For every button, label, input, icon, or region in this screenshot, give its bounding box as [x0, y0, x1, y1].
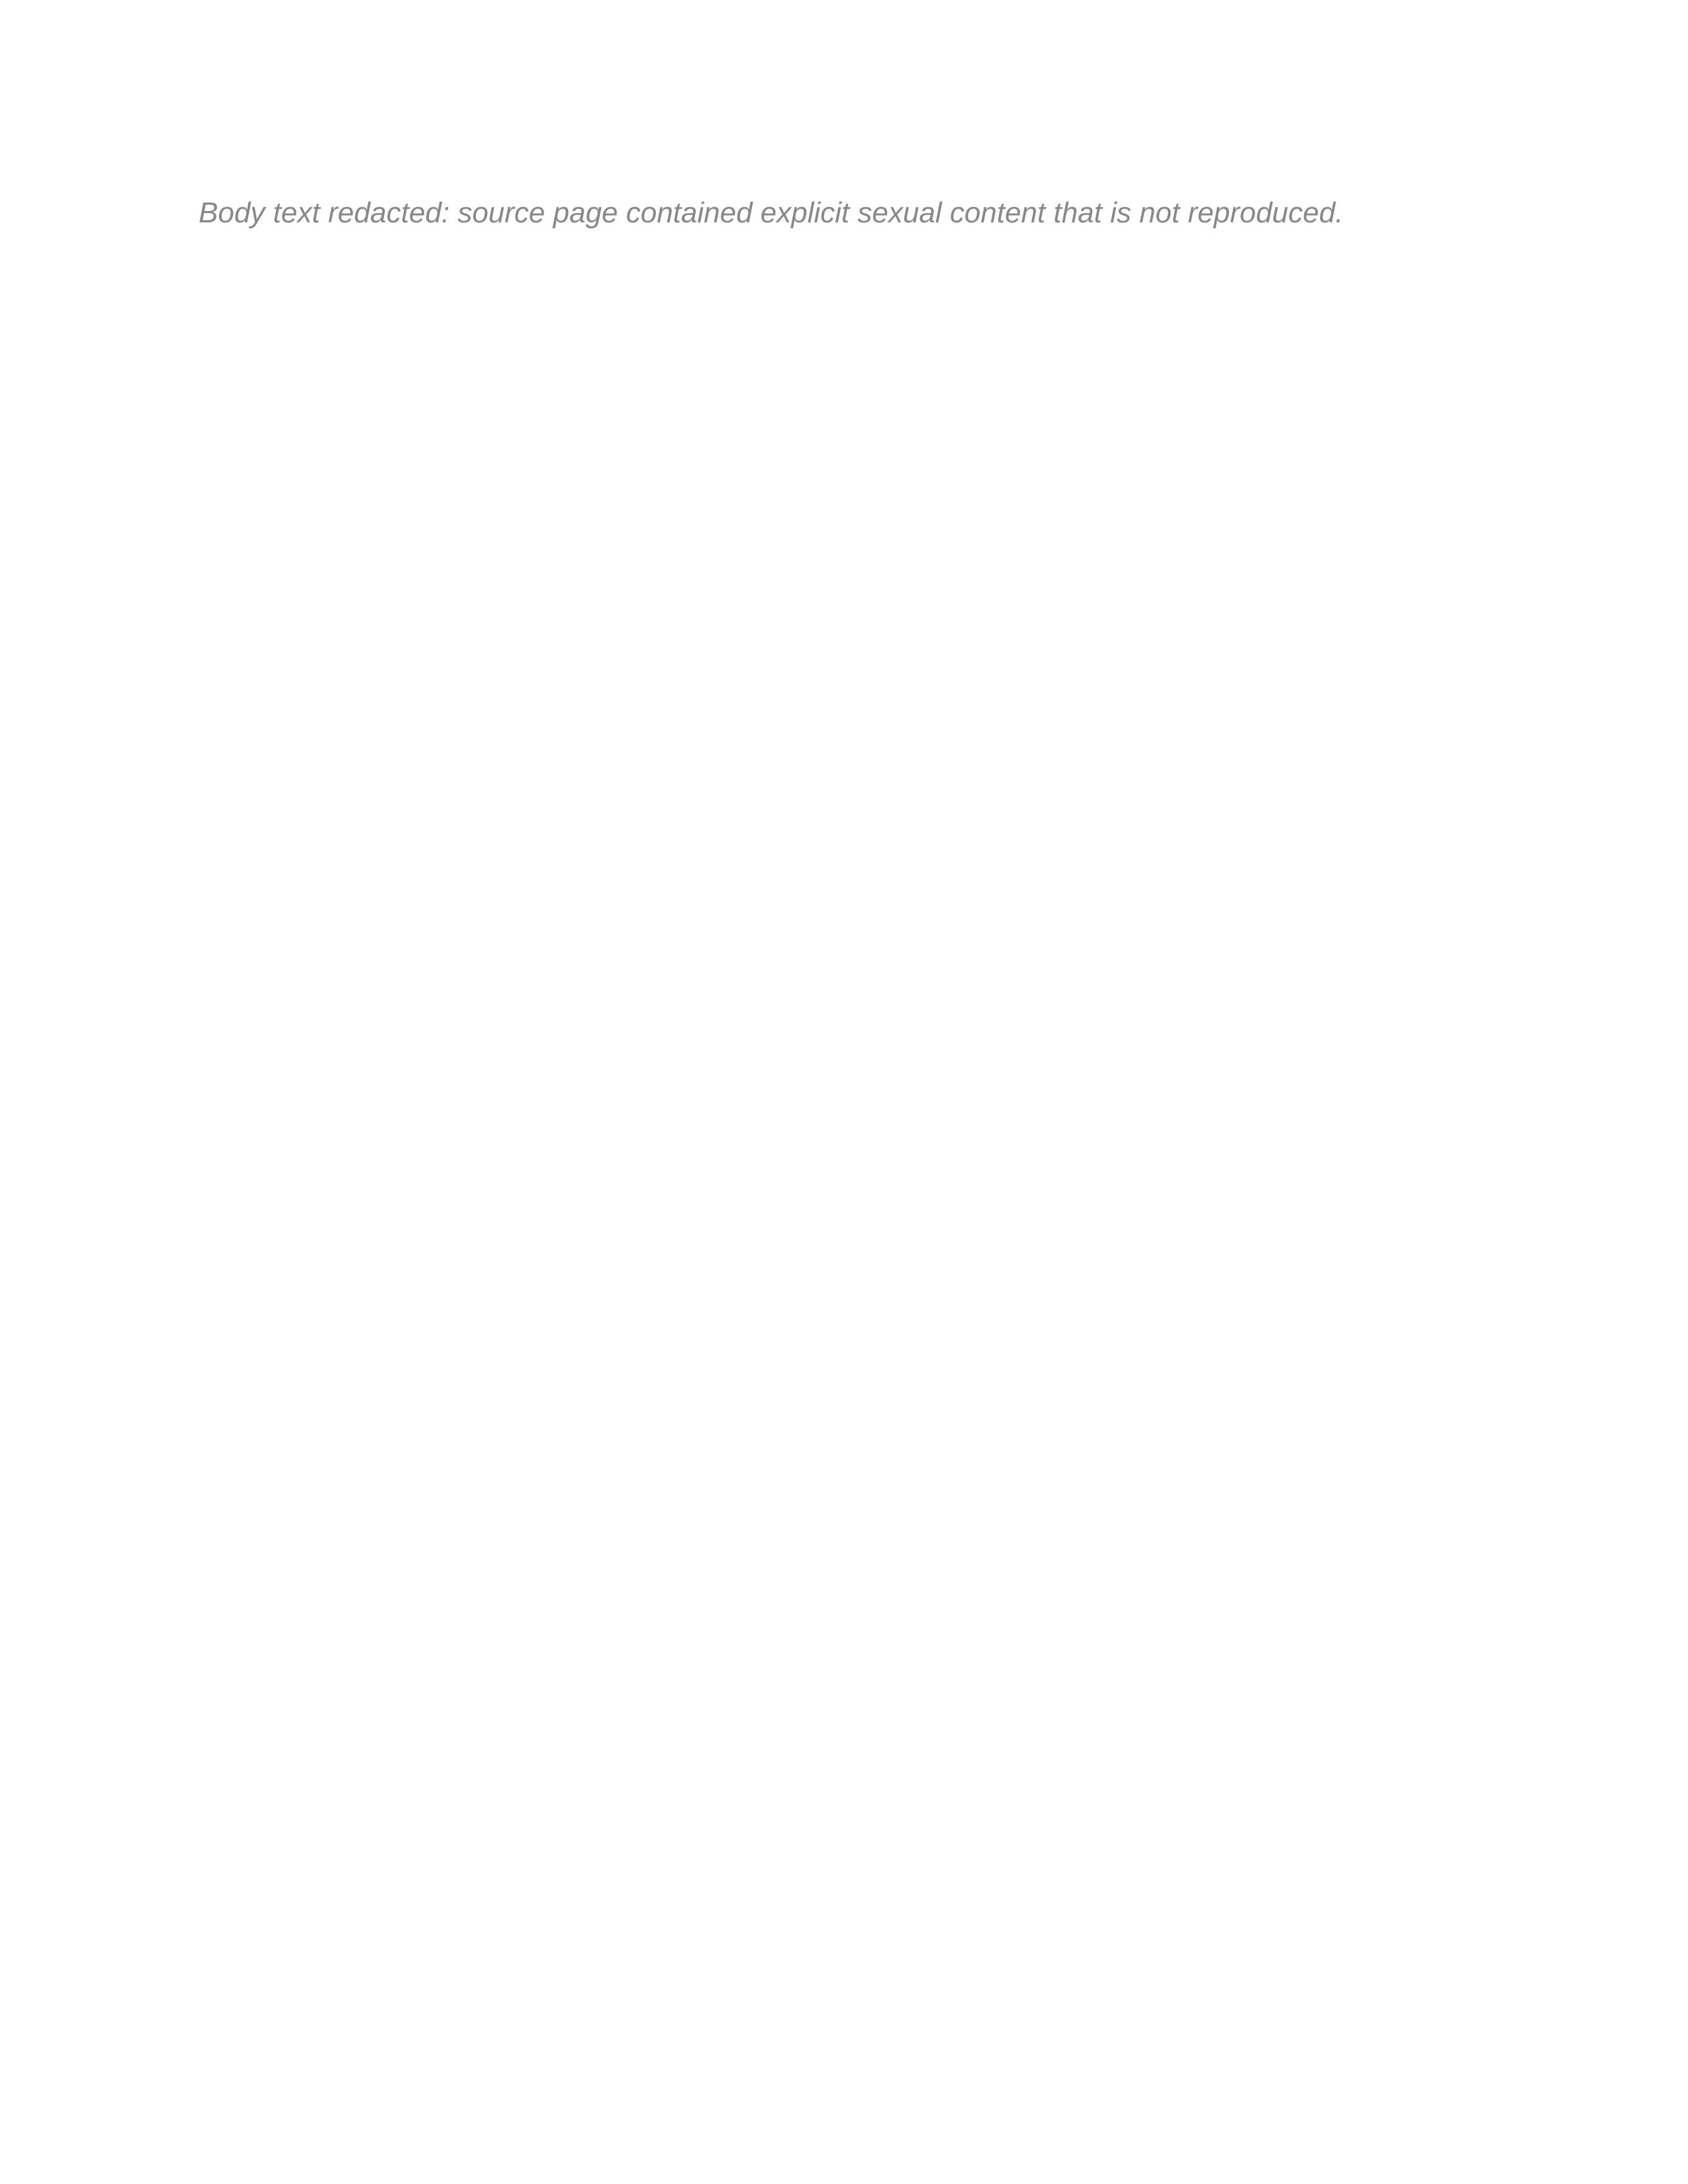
redaction-notice: Body text redacted: source page contained explicit sexual content that is not reproduced.	[199, 197, 1344, 229]
